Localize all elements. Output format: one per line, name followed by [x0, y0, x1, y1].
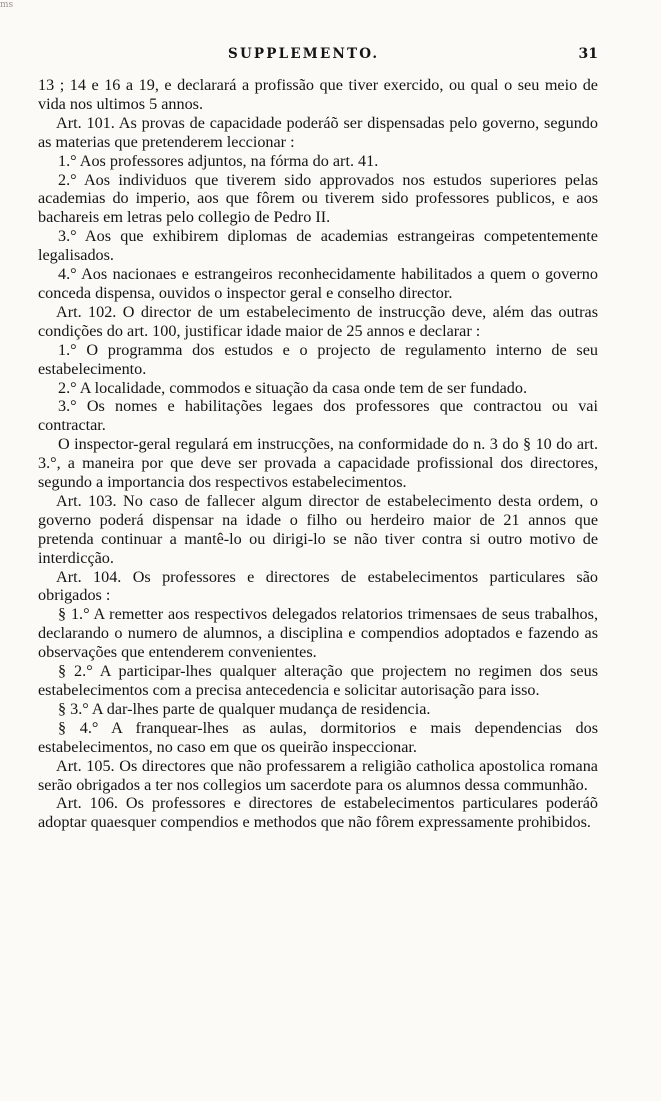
list-item: 4.° Aos nacionaes e estrangeiros reconhecidamente habilitados a quem o governo conceda dispensa, ouvidos o inspector geral e conselho director.: [38, 265, 598, 302]
section-item: § 1.° A remetter aos respectivos delegados relatorios trimensaes de seus trabalhos, declarando o numero de alumnos, a disciplina e compendios adoptados e fazendo as observações que entenderem convenientes.: [38, 605, 598, 662]
page-number: 31: [578, 46, 598, 62]
paragraph: 13 ; 14 e 16 a 19, e declarará a profissão que tiver exercido, ou qual o seu meio de vida nos ultimos 5 annos.: [38, 76, 598, 113]
document-page: [38, 46, 598, 832]
corner-mark: ms: [0, 0, 14, 10]
article-105: Art. 105. Os directores que não professarem a religião catholica apostolica romana serão obrigados a ter nos collegios um sacerdote para os alumnos dessa communhão.: [38, 756, 598, 794]
article-102: Art. 102. O director de um estabelecimento de instrucção deve, além das outras condições do art. 100, justificar idade maior de 25 annos e declarar :: [38, 302, 598, 340]
section-item: § 3.° A dar-lhes parte de qualquer mudança de residencia.: [58, 699, 431, 718]
section-item: § 4.° A franquear-lhes as aulas, dormitorios e mais dependencias dos estabelecimentos, no caso em que os queirão inspeccionar.: [38, 718, 598, 756]
list-item: 2.° Aos individuos que tiverem sido approvados nos estudos superiores pelas academias do imperio, aos que fôrem ou tiverem sido professores publicos, e aos bachareis em letras pelo collegio de Pedro II.: [38, 170, 598, 227]
body-text: [38, 76, 598, 832]
article-103: Art. 103. No caso de fallecer algum director de estabelecimento desta ordem, o governo poderá dispensar na idade o filho ou herdeiro maior de 21 annos que pretenda continuar a mantê-lo ou dirigi-lo se não tiver contra si outro motivo de interdicção.: [38, 491, 598, 567]
article-101: Art. 101. As provas de capacidade poderáõ ser dispensadas pelo governo, segundo as materias que pretenderem leccionar :: [38, 113, 598, 151]
list-item: 3.° Os nomes e habilitações legaes dos professores que contractou ou vai contractar.: [38, 397, 598, 435]
article-106: Art. 106. Os professores e directores de estabelecimentos particulares poderáõ adoptar quaesquer compendios e methodos que não fôrem expressamente prohibidos.: [38, 794, 598, 832]
list-item: 2.° A localidade, commodos e situação da casa onde tem de ser fundado.: [58, 378, 528, 397]
page-title: SUPPLEMENTO.: [228, 46, 380, 62]
paragraph: O inspector-geral regulará em instrucções, na conformidade do n. 3 do § 10 do art. 3.°, a maneira por que deve ser provada a capacidade profissional dos directores, segundo a importancia dos respectivos estabelecimentos.: [38, 435, 598, 492]
article-104: Art. 104. Os professores e directores de estabelecimentos particulares são obrigados :: [38, 567, 598, 605]
list-item: 1.° O programma dos estudos e o projecto de regulamento interno de seu estabelecimento.: [38, 340, 598, 378]
list-item: 3.° Aos que exhibirem diplomas de academias estrangeiras competentemente legalisados.: [38, 227, 598, 265]
running-head: [38, 46, 598, 68]
list-item: 1.° Aos professores adjuntos, na fórma do art. 41.: [58, 151, 379, 170]
section-item: § 2.° A participar-lhes qualquer alteração que projectem no regimen dos seus estabelecimentos com a precisa antecedencia e solicitar autorisação para isso.: [38, 662, 598, 699]
